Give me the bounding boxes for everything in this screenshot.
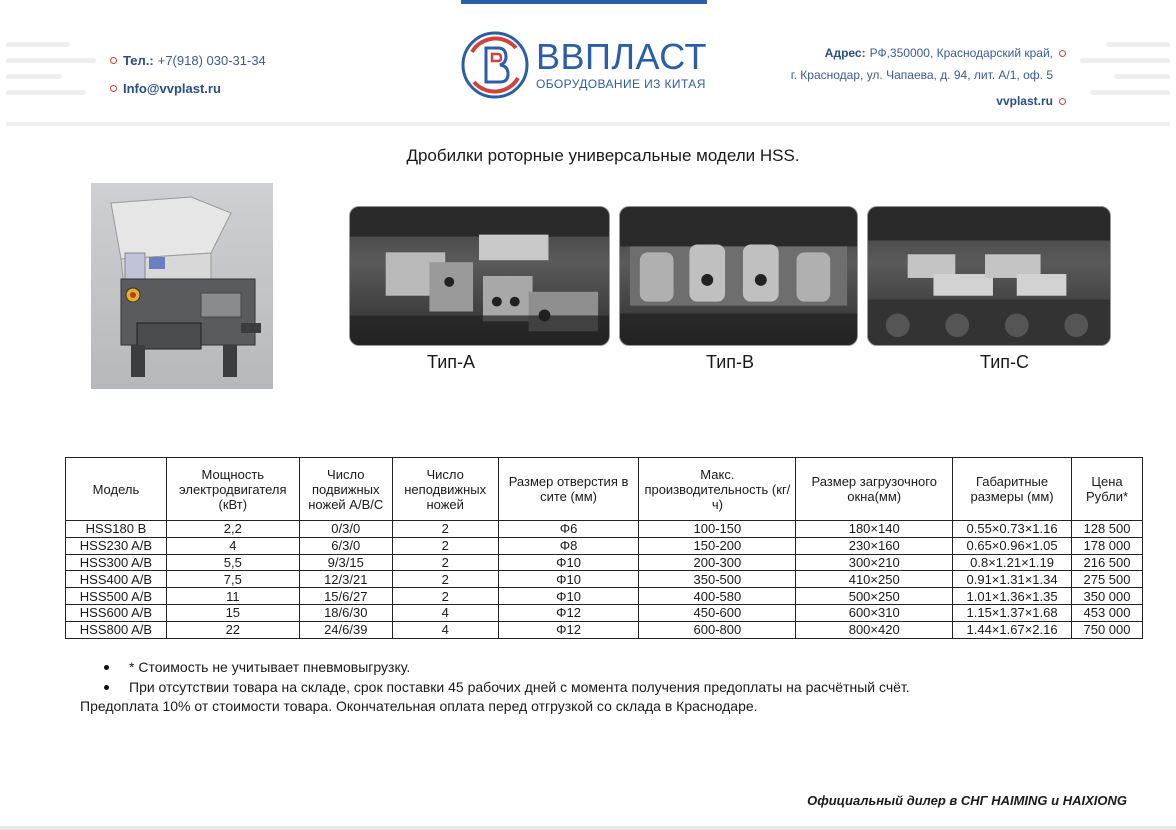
table-cell: 0.91×1.31×1.34	[953, 571, 1072, 588]
table-cell: 6/3/0	[299, 537, 392, 554]
column-header: Макс. производительность (кг/ч)	[639, 458, 796, 521]
table-cell: HSS400 A/B	[66, 571, 167, 588]
bullet-dot-icon	[104, 665, 109, 670]
column-header: Размер отверстия в сите (мм)	[498, 458, 639, 521]
table-cell: 275 500	[1072, 571, 1143, 588]
email-link[interactable]: Info@vvplast.ru	[123, 80, 221, 96]
table-row	[66, 588, 1143, 605]
table-cell: 1.15×1.37×1.68	[953, 604, 1072, 621]
top-accent-bar	[461, 0, 707, 4]
note-text: * Стоимость не учитывает пневмовыгрузку.	[129, 659, 411, 675]
bottom-divider	[0, 826, 1176, 830]
logo-subtitle: ОБОРУДОВАНИЕ ИЗ КИТАЯ	[536, 77, 706, 91]
contact-left	[104, 46, 266, 102]
table-cell: HSS500 A/B	[66, 588, 167, 605]
table-cell: HSS300 A/B	[66, 554, 167, 571]
header-decor-line	[6, 42, 70, 47]
column-header: Мощность электродвигателя (кВт)	[166, 458, 299, 521]
note-bullet	[80, 657, 910, 677]
table-cell: 5,5	[166, 554, 299, 571]
table-cell: HSS180 B	[66, 521, 167, 538]
specs-table-body	[66, 521, 1143, 639]
header-decor-line	[1106, 42, 1170, 47]
table-cell: 410×250	[796, 571, 953, 588]
table-cell: 4	[166, 537, 299, 554]
rotor-type-label-a: Тип-A	[427, 352, 476, 372]
table-cell: Φ10	[498, 554, 639, 571]
notes	[80, 657, 910, 715]
address-row-2	[791, 64, 1072, 86]
table-cell: 400-580	[639, 588, 796, 605]
table-cell: 1.44×1.67×2.16	[953, 621, 1072, 638]
column-header: Число подвижных ножей A/B/C	[299, 458, 392, 521]
table-cell: HSS800 A/B	[66, 621, 167, 638]
email-row	[104, 74, 266, 102]
contact-right	[791, 42, 1072, 112]
column-header: Модель	[66, 458, 167, 521]
table-cell: 178 000	[1072, 537, 1143, 554]
note-text: Предоплата 10% от стоимости товара. Окончательная оплата перед отгрузкой со склада в Краснодаре.	[80, 698, 758, 714]
bullet-dot-icon	[104, 685, 109, 690]
table-cell: 0.55×0.73×1.16	[953, 521, 1072, 538]
rotor-photo-type-c	[867, 206, 1111, 346]
rotor-b-icon	[620, 207, 857, 345]
header-decor-line	[6, 90, 86, 95]
table-cell: 450-600	[639, 604, 796, 621]
header-divider	[6, 122, 1170, 126]
table-cell: 750 000	[1072, 621, 1143, 638]
rotor-type-label-c: Тип-C	[980, 352, 1029, 372]
website-row	[791, 90, 1072, 112]
table-cell: 800×420	[796, 621, 953, 638]
table-cell: 100-150	[639, 521, 796, 538]
table-cell: 1.01×1.36×1.35	[953, 588, 1072, 605]
rotor-photo-type-b	[619, 206, 858, 346]
column-header: Габаритные размеры (мм)	[953, 458, 1072, 521]
rotor-type-label-b: Тип-B	[706, 352, 755, 372]
table-row	[66, 571, 1143, 588]
table-cell: HSS600 A/B	[66, 604, 167, 621]
table-cell: 4	[392, 604, 498, 621]
table-cell: Φ12	[498, 604, 639, 621]
table-cell: 22	[166, 621, 299, 638]
website-link[interactable]: vvplast.ru	[996, 94, 1053, 108]
specs-table	[65, 457, 1143, 639]
header-decor-line	[6, 74, 62, 79]
rotor-a-icon	[350, 207, 609, 345]
bullet-circle-icon	[110, 85, 117, 92]
table-cell: Φ8	[498, 537, 639, 554]
table-cell: HSS230 A/B	[66, 537, 167, 554]
table-cell: 2	[392, 521, 498, 538]
table-cell: 4	[392, 621, 498, 638]
table-cell: 350-500	[639, 571, 796, 588]
table-cell: Φ12	[498, 621, 639, 638]
table-cell: 2,2	[166, 521, 299, 538]
table-cell: 2	[392, 571, 498, 588]
note-text: При отсутствии товара на складе, срок поставки 45 рабочих дней с момента получения предоплаты на расчётный счёт.	[129, 679, 910, 695]
table-cell: Φ6	[498, 521, 639, 538]
table-cell: 230×160	[796, 537, 953, 554]
bullet-circle-icon	[110, 57, 117, 64]
table-cell: 216 500	[1072, 554, 1143, 571]
table-cell: 0.8×1.21×1.19	[953, 554, 1072, 571]
table-cell: Φ10	[498, 588, 639, 605]
table-cell: 0/3/0	[299, 521, 392, 538]
table-cell: 7,5	[166, 571, 299, 588]
phone-label: Тел.:	[123, 52, 154, 68]
column-header: Число неподвижных ножей	[392, 458, 498, 521]
table-cell: 9/3/15	[299, 554, 392, 571]
table-cell: 15/6/27	[299, 588, 392, 605]
table-row	[66, 604, 1143, 621]
table-row	[66, 621, 1143, 638]
table-cell: 24/6/39	[299, 621, 392, 638]
rotor-c-icon	[868, 207, 1110, 345]
note-bullet	[80, 677, 910, 697]
table-cell: 600-800	[639, 621, 796, 638]
crusher-machine-photo	[91, 183, 273, 389]
table-cell: 2	[392, 537, 498, 554]
phone-row	[104, 46, 266, 74]
table-cell: 180×140	[796, 521, 953, 538]
dealer-note: Официальный дилер в СНГ HAIMING и HAIXIONG	[807, 793, 1127, 808]
logo-b-icon	[460, 30, 530, 100]
table-cell: 0.65×0.96×1.05	[953, 537, 1072, 554]
header-decor-line	[1114, 74, 1170, 79]
table-cell: 128 500	[1072, 521, 1143, 538]
table-cell: 2	[392, 588, 498, 605]
table-cell: 600×310	[796, 604, 953, 621]
table-cell: 11	[166, 588, 299, 605]
table-row	[66, 521, 1143, 538]
rotor-photo-type-a	[349, 206, 610, 346]
table-cell: 453 000	[1072, 604, 1143, 621]
bullet-circle-icon	[1059, 98, 1066, 105]
address-label: Адрес:	[824, 46, 866, 60]
page-title: Дробилки роторные универсальные модели HSS.	[406, 146, 800, 165]
table-row	[66, 537, 1143, 554]
column-header: Цена Рубли*	[1072, 458, 1143, 521]
header-decor-line	[1080, 58, 1170, 63]
phone-number[interactable]: +7(918) 030-31-34	[157, 52, 266, 68]
header-decor-line	[6, 58, 96, 63]
table-cell: 350 000	[1072, 588, 1143, 605]
header-decor-line	[1090, 90, 1170, 95]
table-cell: Φ10	[498, 571, 639, 588]
table-cell: 15	[166, 604, 299, 621]
table-cell: 18/6/30	[299, 604, 392, 621]
table-cell: 2	[392, 554, 498, 571]
company-logo	[460, 30, 707, 100]
column-header: Размер загрузочного окна(мм)	[796, 458, 953, 521]
table-cell: 300×210	[796, 554, 953, 571]
table-cell: 500×250	[796, 588, 953, 605]
table-header-row	[66, 458, 1143, 521]
address-row-1	[791, 42, 1072, 64]
table-cell: 150-200	[639, 537, 796, 554]
bullet-circle-icon	[1059, 50, 1066, 57]
table-cell: 12/3/21	[299, 571, 392, 588]
table-row	[66, 554, 1143, 571]
address-line-2: г. Краснодар, ул. Чапаева, д. 94, лит. А/1, оф. 5	[790, 68, 1053, 82]
address-line-1: РФ,350000, Краснодарский край,	[869, 46, 1053, 60]
table-cell: 200-300	[639, 554, 796, 571]
crusher-machine-icon	[91, 183, 273, 389]
page-header	[0, 8, 1176, 130]
logo-name: ВВПЛАСТ	[536, 36, 708, 77]
